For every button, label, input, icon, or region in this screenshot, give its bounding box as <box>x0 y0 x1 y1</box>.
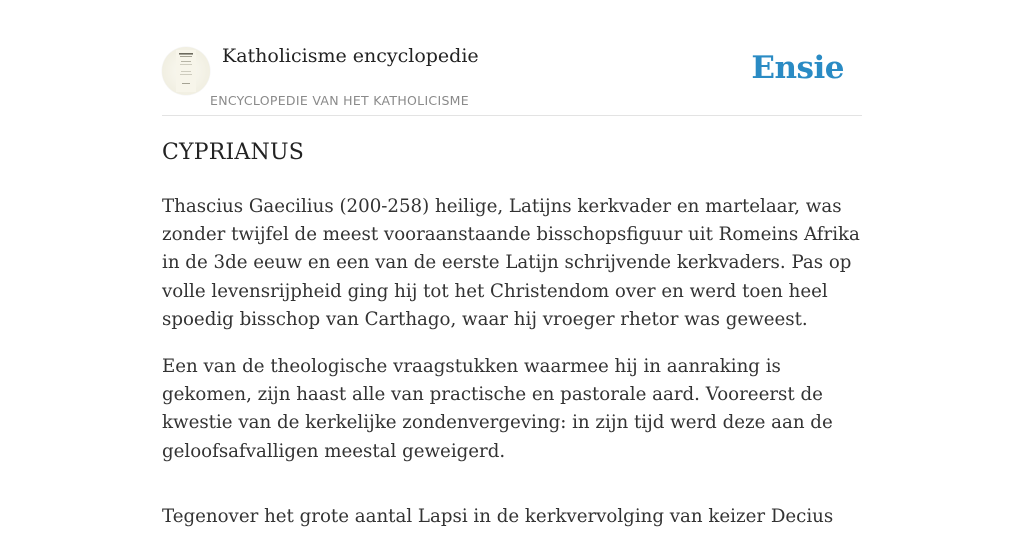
page <box>162 0 862 527</box>
article-paragraph: Een van de theologische vraagstukken waarmee hij in aanraking is gekomen, zijn haast alle van practische en pastorale aard. Vooreerst de kwestie van de kerkelijke zondenvergeving: in zijn tijd werd deze aan de geloofsafvalligen meestal geweigerd. <box>162 356 833 462</box>
book-title[interactable]: Katholicisme encyclopedie <box>222 45 479 67</box>
book-cover-graphic <box>162 47 210 95</box>
article-paragraph: Thascius Gaecilius (200-258) heilige, Latijns kerkvader en martelaar, was zonder twijfel de meest vooraanstaande bisschopsfiguur uit Romeins Afrika in de 3de eeuw en een van de eerste Latijn schrijvende kerkvaders. Pas op volle levensrijpheid ging hij tot het Christendom over en werd toen heel spoedig bisschop van Carthago, waar hij vroeger rhetor was geweest. <box>162 196 860 330</box>
article-paragraph: Tegenover het grote aantal Lapsi in de kerkvervolging van keizer Decius <box>162 505 834 527</box>
ensie-logo[interactable]: Ensie <box>751 50 844 86</box>
book-subtitle: ENCYCLOPEDIE VAN HET KATHOLICISME <box>210 93 469 108</box>
entry-title: CYPRIANUS <box>162 140 304 165</box>
header <box>162 0 862 116</box>
article-body <box>162 193 862 550</box>
book-cover-icon[interactable] <box>162 47 210 95</box>
